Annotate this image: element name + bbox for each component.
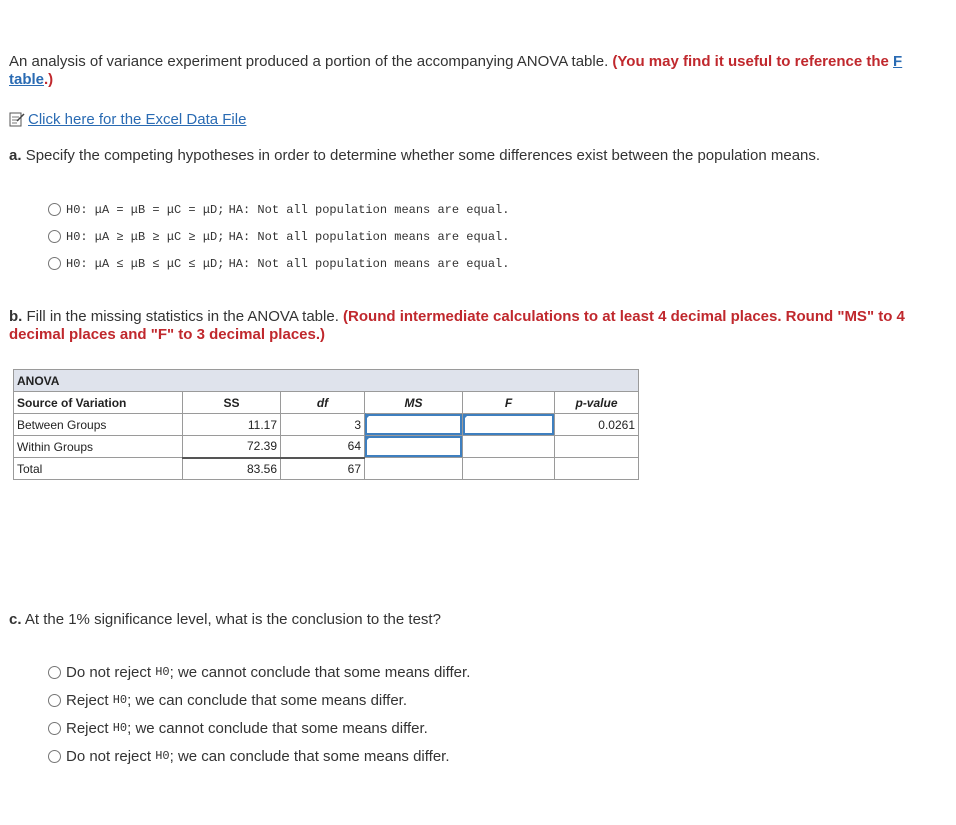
part-b-question (9, 308, 944, 344)
f-input[interactable] (463, 414, 554, 435)
option-post: ; we cannot conclude that some means differ. (127, 719, 428, 737)
conclusion-option-3[interactable] (48, 714, 470, 742)
radio-button[interactable] (48, 666, 61, 679)
option-h0: H0 (112, 693, 128, 707)
option-post: ; we can conclude that some means differ. (169, 747, 450, 765)
marker-icon (463, 414, 469, 420)
marker-icon (365, 414, 371, 420)
row-ss: 83.56 (183, 458, 281, 480)
anova-row-within (14, 436, 639, 458)
header-ms: MS (365, 392, 463, 414)
radio-button[interactable] (48, 750, 61, 763)
anova-table (13, 369, 639, 480)
empty-cell (365, 458, 463, 480)
part-a-label: a. (9, 147, 22, 164)
row-source: Total (14, 458, 183, 480)
df-value: 64 (347, 439, 361, 454)
option-ha: HA: Not all population means are equal. (228, 229, 510, 244)
document-icon (9, 112, 25, 127)
hypothesis-option-3[interactable] (48, 250, 509, 277)
option-h0: H0: μA ≥ μB ≥ μC ≥ μD; (66, 229, 225, 244)
option-pre: Do not reject (66, 663, 152, 681)
option-pre: Reject (66, 691, 109, 709)
f-table-link[interactable]: F table (9, 53, 903, 88)
anova-title: ANOVA (14, 370, 639, 392)
radio-button[interactable] (48, 722, 61, 735)
anova-row-between (14, 414, 639, 436)
header-source: Source of Variation (14, 392, 183, 414)
ms-between-input[interactable] (365, 414, 462, 435)
row-df: 67 (281, 458, 365, 480)
hint-suffix: .) (44, 71, 54, 88)
option-h0: H0 (155, 749, 170, 763)
row-source: Between Groups (14, 414, 183, 436)
option-post: ; we can conclude that some means differ. (127, 691, 407, 709)
header-df: df (281, 392, 365, 414)
header-p: p-value (555, 392, 639, 414)
option-pre: Do not reject (66, 747, 152, 765)
part-b-instruction: (Round intermediate calculations to at least 4 decimal places. Round "MS" to 4 decimal places and "F" to 3 decimal places.) (9, 308, 905, 343)
anova-row-total (14, 458, 639, 480)
option-h0: H0 (155, 665, 170, 679)
header-ss: SS (183, 392, 281, 414)
f-cell[interactable] (463, 414, 555, 436)
intro-text: An analysis of variance experiment produced a portion of the accompanying ANOVA table. (9, 53, 609, 70)
part-a-question (9, 147, 820, 164)
ms-between-cell[interactable] (365, 414, 463, 436)
row-ss: 11.17 (183, 414, 281, 436)
part-b-text: Fill in the missing statistics in the ANOVA table. (26, 308, 339, 325)
option-ha: HA: Not all population means are equal. (228, 202, 510, 217)
conclusion-options (48, 658, 470, 770)
excel-file-link-row[interactable] (9, 111, 246, 128)
option-ha: HA: Not all population means are equal. (228, 256, 510, 271)
conclusion-option-4[interactable] (48, 742, 470, 770)
row-ss: 72.39 (183, 436, 281, 458)
anova-header-row (14, 392, 639, 414)
radio-button[interactable] (48, 230, 61, 243)
option-pre: Reject (66, 719, 109, 737)
conclusion-option-1[interactable] (48, 658, 470, 686)
radio-button[interactable] (48, 257, 61, 270)
option-h0: H0: μA = μB = μC = μD; (66, 202, 225, 217)
header-f: F (463, 392, 555, 414)
hint-prefix: (You may find it useful to reference the (612, 53, 894, 70)
empty-cell (555, 458, 639, 480)
df-value: 3 (354, 417, 361, 432)
empty-cell (463, 436, 555, 458)
part-b-label: b. (9, 308, 23, 325)
radio-button[interactable] (48, 203, 61, 216)
ms-within-input[interactable] (365, 436, 462, 457)
row-df (281, 436, 365, 458)
part-c-label: c. (9, 611, 22, 628)
conclusion-option-2[interactable] (48, 686, 470, 714)
hypothesis-options (48, 196, 509, 277)
part-c-question (9, 611, 441, 628)
excel-data-link[interactable]: Click here for the Excel Data File (28, 111, 247, 128)
part-c-text: At the 1% significance level, what is the conclusion to the test? (24, 611, 441, 628)
option-h0: H0 (112, 721, 128, 735)
row-df (281, 414, 365, 436)
empty-cell (555, 436, 639, 458)
part-a-text: Specify the competing hypotheses in order to determine whether some differences exist between the population means. (25, 147, 821, 164)
intro-paragraph (9, 53, 944, 89)
marker-icon (365, 436, 371, 442)
row-p: 0.0261 (555, 414, 639, 436)
ms-within-cell[interactable] (365, 436, 463, 458)
empty-cell (463, 458, 555, 480)
option-post: ; we cannot conclude that some means differ. (169, 663, 471, 681)
row-source: Within Groups (14, 436, 183, 458)
hypothesis-option-1[interactable] (48, 196, 509, 223)
hypothesis-option-2[interactable] (48, 223, 509, 250)
option-h0: H0: μA ≤ μB ≤ μC ≤ μD; (66, 256, 225, 271)
radio-button[interactable] (48, 694, 61, 707)
anova-title-row (14, 370, 639, 392)
